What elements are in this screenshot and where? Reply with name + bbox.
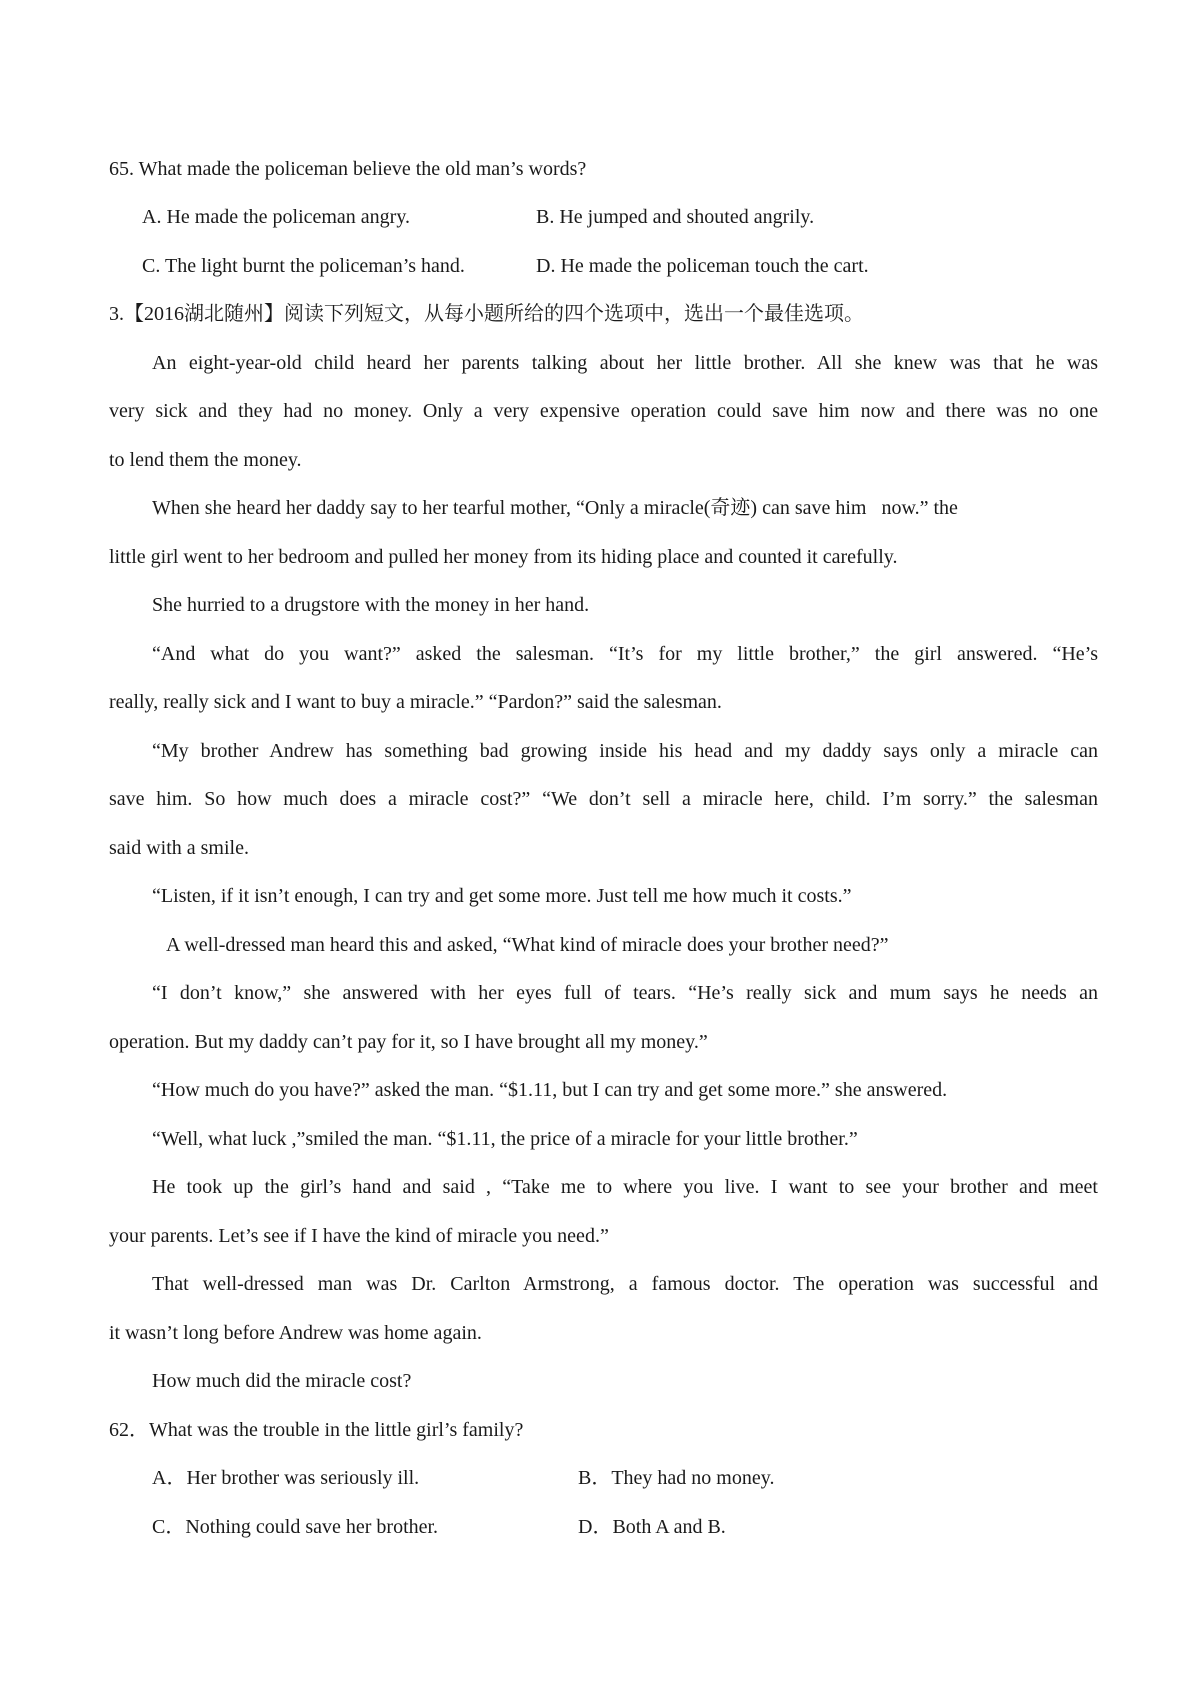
- option-b: B．They had no money.: [578, 1467, 775, 1489]
- passage-line: little girl went to her bedroom and pulled her money from its hiding place and counted it carefully.: [109, 546, 898, 568]
- passage-line: He took up the girl’s hand and said , “Take me to where you live. I want to see your brother and meet: [152, 1176, 1098, 1198]
- question-65: 65. What made the policeman believe the old man’s words?: [109, 158, 587, 180]
- option-b: B. He jumped and shouted angrily.: [536, 206, 815, 228]
- passage-line: really, really sick and I want to buy a miracle.” “Pardon?” said the salesman.: [109, 691, 722, 713]
- passage-line: your parents. Let’s see if I have the kind of miracle you need.”: [109, 1225, 609, 1247]
- option-d: D．Both A and B.: [578, 1516, 726, 1538]
- option-a: A．Her brother was seriously ill.: [152, 1467, 420, 1489]
- passage-line: “How much do you have?” asked the man. “$1.11, but I can try and get some more.” she answered.: [152, 1079, 948, 1101]
- passage-line: An eight-year-old child heard her parents talking about her little brother. All she knew was that he was: [152, 352, 1098, 374]
- passage-line: That well-dressed man was Dr. Carlton Armstrong, a famous doctor. The operation was successful and: [152, 1273, 1098, 1295]
- passage-line: “I don’t know,” she answered with her eyes full of tears. “He’s really sick and mum says he needs an: [152, 982, 1098, 1004]
- option-c: C. The light burnt the policeman’s hand.: [142, 255, 465, 277]
- question-62: 62．What was the trouble in the little girl’s family?: [109, 1419, 524, 1441]
- passage-line: very sick and they had no money. Only a very expensive operation could save him now and there was no one: [109, 400, 1098, 422]
- option-a: A. He made the policeman angry.: [142, 206, 411, 228]
- option-d: D. He made the policeman touch the cart.: [536, 255, 869, 277]
- passage-line: “And what do you want?” asked the salesman. “It’s for my little brother,” the girl answered. “He’s: [152, 643, 1098, 665]
- passage-line: How much did the miracle cost?: [152, 1370, 412, 1392]
- passage-line: said with a smile.: [109, 837, 249, 859]
- passage-line: to lend them the money.: [109, 449, 302, 471]
- passage-line: operation. But my daddy can’t pay for it, so I have brought all my money.”: [109, 1031, 708, 1053]
- passage-line: it wasn’t long before Andrew was home again.: [109, 1322, 482, 1344]
- option-c: C．Nothing could save her brother.: [152, 1516, 439, 1538]
- passage-line: “Well, what luck ,”smiled the man. “$1.11, the price of a miracle for your little brother.”: [152, 1128, 858, 1150]
- passage-line: “My brother Andrew has something bad growing inside his head and my daddy says only a miracle can: [152, 740, 1098, 762]
- passage-line: A well-dressed man heard this and asked, “What kind of miracle does your brother need?”: [166, 934, 889, 956]
- section-heading: 3.【2016湖北随州】阅读下列短文，从每小题所给的四个选项中，选出一个最佳选项。: [109, 303, 864, 325]
- passage-line: save him. So how much does a miracle cost?” “We don’t sell a miracle here, child. I’m sorry.” the salesman: [109, 788, 1098, 810]
- passage-line: She hurried to a drugstore with the money in her hand.: [152, 594, 590, 616]
- passage-line: When she heard her daddy say to her tearful mother, “Only a miracle(奇迹) can save him now.” the: [152, 497, 958, 519]
- passage-line: “Listen, if it isn’t enough, I can try and get some more. Just tell me how much it costs.”: [152, 885, 852, 907]
